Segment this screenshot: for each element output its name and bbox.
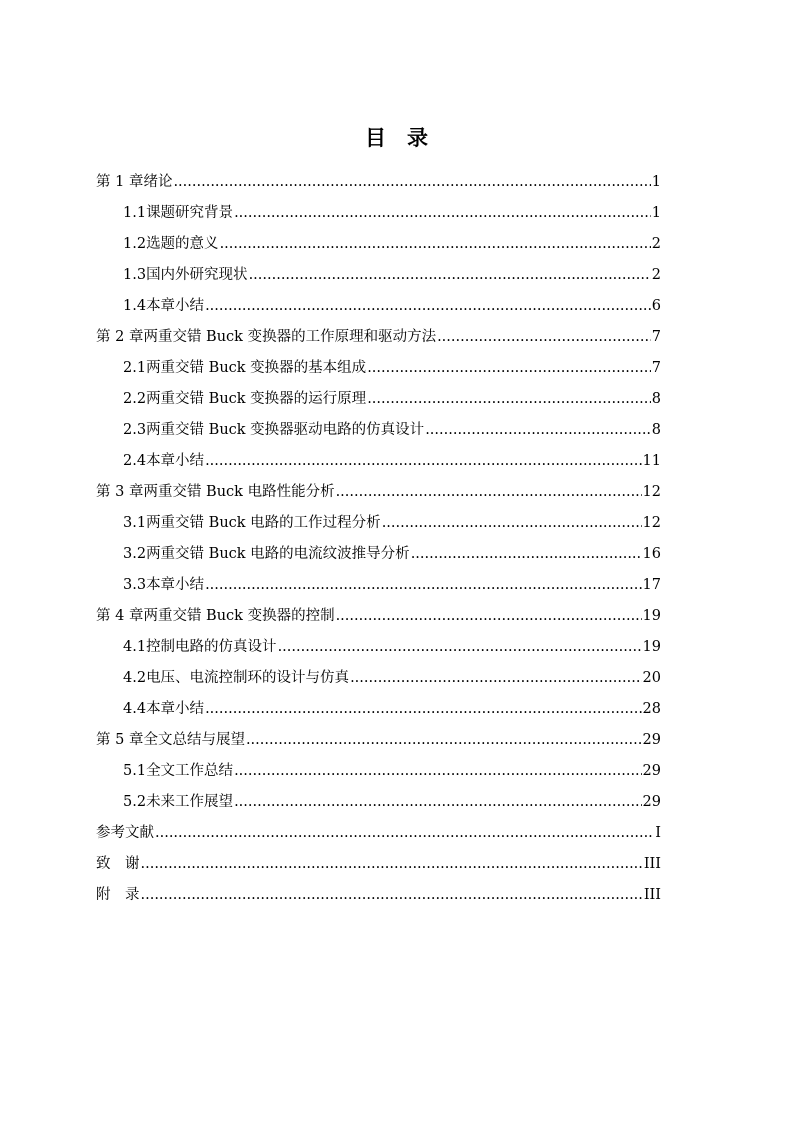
toc-entry-title: 未来工作展望 xyxy=(146,794,234,810)
toc-entry-title: 致 谢 xyxy=(96,856,140,872)
toc-entry-number: 第 2 章 xyxy=(96,329,144,345)
toc-entry-chapter[interactable] xyxy=(96,482,661,502)
toc-leader-dots xyxy=(278,637,642,657)
toc-page-number: 6 xyxy=(651,298,661,314)
toc-entry-number: 2.4 xyxy=(123,453,147,469)
toc-page-number: III xyxy=(643,856,661,872)
toc-leader-dots xyxy=(234,761,641,781)
toc-entry-title: 全文总结与展望 xyxy=(143,732,245,748)
toc-entry-number: 1.4 xyxy=(123,298,147,314)
toc-entry-title: 电压、电流控制环的设计与仿真 xyxy=(146,670,350,686)
toc-leader-dots xyxy=(220,234,651,254)
toc-entry-title: 课题研究背景 xyxy=(146,205,234,221)
toc-entry-section[interactable] xyxy=(123,451,661,471)
toc-entry-number: 5.2 xyxy=(123,794,147,810)
toc-leader-dots xyxy=(234,792,641,812)
toc-leader-dots xyxy=(249,265,651,285)
toc-page-number: 1 xyxy=(651,205,661,221)
toc-page-number: 20 xyxy=(642,670,661,686)
toc-entry-number: 3.2 xyxy=(123,546,147,562)
toc-page-number: 19 xyxy=(642,639,661,655)
toc-entry-title: 控制电路的仿真设计 xyxy=(146,639,277,655)
toc-entry-chapter[interactable] xyxy=(96,885,661,905)
toc-entry-title: 附 录 xyxy=(96,887,140,903)
toc-leader-dots xyxy=(437,327,651,347)
toc-entry-title: 两重交错 Buck 电路的电流纹波推导分析 xyxy=(146,546,410,562)
toc-entry-section[interactable] xyxy=(123,265,661,285)
toc-entry-number: 4.4 xyxy=(123,701,147,717)
toc-entry-title: 本章小结 xyxy=(146,453,205,469)
toc-page-number: 2 xyxy=(651,267,661,283)
toc-page-number: 28 xyxy=(642,701,661,717)
toc-leader-dots xyxy=(246,730,642,750)
toc-entry-section[interactable] xyxy=(123,761,661,781)
toc-entry-chapter[interactable] xyxy=(96,327,661,347)
toc-entry-title: 本章小结 xyxy=(146,298,205,314)
toc-leader-dots xyxy=(234,203,651,223)
toc-entry-chapter[interactable] xyxy=(96,730,661,750)
toc-entry-number: 3.1 xyxy=(123,515,147,531)
toc-page-number: 7 xyxy=(651,360,661,376)
toc-page-number: 8 xyxy=(651,422,661,438)
toc-entry-number: 1.3 xyxy=(123,267,147,283)
toc-entry-title: 国内外研究现状 xyxy=(146,267,248,283)
toc-page-number: 29 xyxy=(642,794,661,810)
toc-leader-dots xyxy=(205,575,641,595)
toc-entry-section[interactable] xyxy=(123,296,661,316)
toc-leader-dots xyxy=(173,172,650,192)
toc-entry-chapter[interactable] xyxy=(96,823,661,843)
toc-page-number: I xyxy=(655,825,661,841)
toc-entry-number: 1.2 xyxy=(123,236,147,252)
toc-leader-dots xyxy=(155,823,654,843)
toc-page-number: III xyxy=(643,887,661,903)
toc-leader-dots xyxy=(367,389,651,409)
toc-leader-dots xyxy=(141,854,643,874)
toc-entry-number: 第 4 章 xyxy=(96,608,144,624)
toc-entry-section[interactable] xyxy=(123,420,661,440)
toc-entry-section[interactable] xyxy=(123,637,661,657)
toc-page-number: 8 xyxy=(651,391,661,407)
toc-page-number: 19 xyxy=(642,608,661,624)
toc-leader-dots xyxy=(205,296,651,316)
toc-entry-section[interactable] xyxy=(123,792,661,812)
toc-entry-section[interactable] xyxy=(123,389,661,409)
toc-entry-title: 绪论 xyxy=(143,174,173,190)
toc-leader-dots xyxy=(425,420,651,440)
toc-leader-dots xyxy=(205,699,641,719)
toc-entry-title: 两重交错 Buck 变换器的基本组成 xyxy=(146,360,367,376)
toc-entry-title: 选题的意义 xyxy=(146,236,219,252)
toc-entry-number: 2.2 xyxy=(123,391,147,407)
toc-page-number: 12 xyxy=(642,515,661,531)
toc-entry-chapter[interactable] xyxy=(96,172,661,192)
toc-entry-number: 1.1 xyxy=(123,205,147,221)
toc-entry-title: 参考文献 xyxy=(96,825,154,841)
toc-entry-title: 本章小结 xyxy=(146,701,205,717)
toc-leader-dots xyxy=(411,544,642,564)
toc-entry-number: 3.3 xyxy=(123,577,147,593)
toc-page-number: 12 xyxy=(642,484,661,500)
toc-entry-title: 两重交错 Buck 变换器的工作原理和驱动方法 xyxy=(143,329,437,345)
toc-entry-title: 两重交错 Buck 变换器的运行原理 xyxy=(146,391,367,407)
toc-entry-title: 本章小结 xyxy=(146,577,205,593)
toc-entry-section[interactable] xyxy=(123,234,661,254)
toc-entry-section[interactable] xyxy=(123,575,661,595)
toc-leader-dots xyxy=(205,451,641,471)
toc-page-number: 1 xyxy=(651,174,661,190)
toc-entry-section[interactable] xyxy=(123,513,661,533)
toc-entry-section[interactable] xyxy=(123,358,661,378)
toc-leader-dots xyxy=(350,668,641,688)
toc-entry-section[interactable] xyxy=(123,544,661,564)
toc-page-number: 7 xyxy=(651,329,661,345)
toc-entry-title: 全文工作总结 xyxy=(146,763,234,779)
toc-entry-number: 第 5 章 xyxy=(96,732,144,748)
toc-page-number: 17 xyxy=(642,577,661,593)
toc-entry-number: 2.1 xyxy=(123,360,147,376)
toc-page-number: 2 xyxy=(651,236,661,252)
toc-page-number: 29 xyxy=(642,763,661,779)
toc-entry-title: 两重交错 Buck 电路的工作过程分析 xyxy=(146,515,381,531)
toc-entry-title: 两重交错 Buck 变换器驱动电路的仿真设计 xyxy=(146,422,425,438)
toc-leader-dots xyxy=(336,606,642,626)
toc-entry-chapter[interactable] xyxy=(96,606,661,626)
toc-leader-dots xyxy=(141,885,643,905)
toc-entry-number: 第 1 章 xyxy=(96,174,144,190)
toc-entry-title: 两重交错 Buck 变换器的控制 xyxy=(143,608,335,624)
toc-page-number: 16 xyxy=(642,546,661,562)
toc-entry-section[interactable] xyxy=(123,203,661,223)
toc-entry-chapter[interactable] xyxy=(96,854,661,874)
toc-entry-number: 4.2 xyxy=(123,670,147,686)
toc-leader-dots xyxy=(367,358,651,378)
toc-entry-number: 4.1 xyxy=(123,639,147,655)
toc-entry-title: 两重交错 Buck 电路性能分析 xyxy=(143,484,335,500)
toc-entry-number: 第 3 章 xyxy=(96,484,144,500)
page-title: 目 录 xyxy=(365,125,428,150)
toc-page-number: 29 xyxy=(642,732,661,748)
toc-entry-number: 5.1 xyxy=(123,763,147,779)
toc-entry-section[interactable] xyxy=(123,668,661,688)
toc-leader-dots xyxy=(382,513,642,533)
toc-page-number: 11 xyxy=(642,453,661,469)
toc-entry-section[interactable] xyxy=(123,699,661,719)
toc-leader-dots xyxy=(336,482,642,502)
toc-entry-number: 2.3 xyxy=(123,422,147,438)
